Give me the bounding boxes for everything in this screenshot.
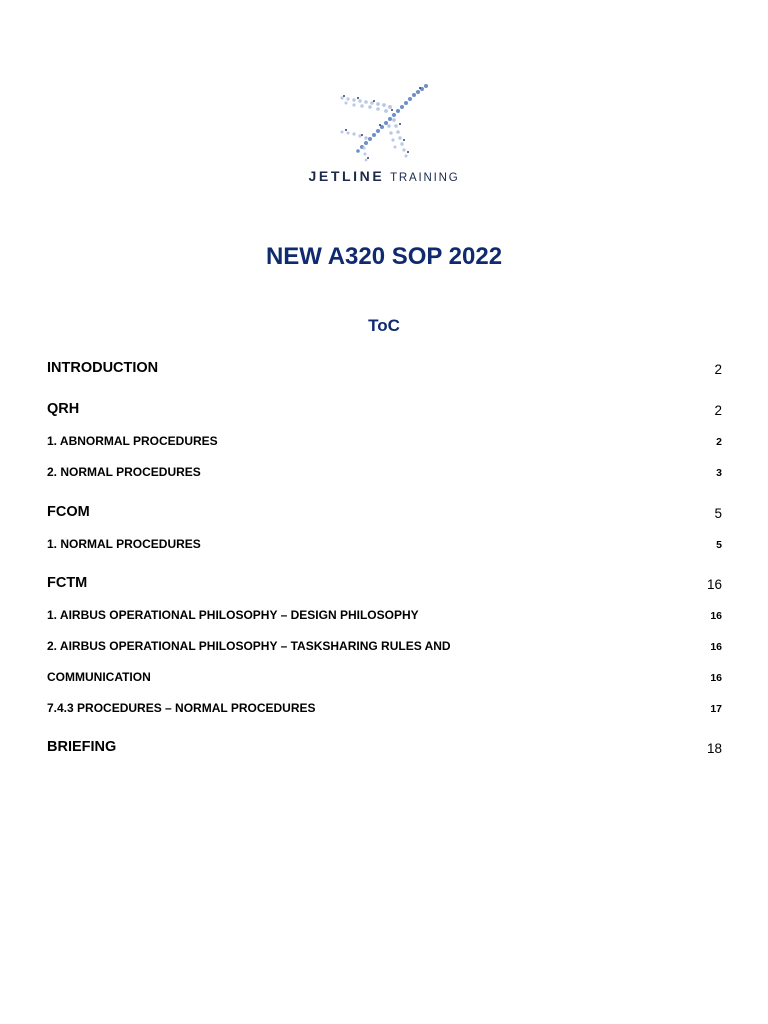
toc-entry-label: QRH <box>47 401 80 417</box>
toc-entry-label: FCTM <box>47 575 88 591</box>
airplane-logo-icon <box>334 80 434 170</box>
toc-entry-page: 5 <box>714 506 722 521</box>
brand-wordmark <box>288 168 480 184</box>
toc-entry-label: 1. NORMAL PROCEDURES <box>47 537 201 551</box>
toc-entry-page: 18 <box>706 741 722 756</box>
toc-entry-fcom-normal-procedures[interactable] <box>47 537 722 559</box>
toc-entry-qrh[interactable] <box>47 401 722 423</box>
toc-entry-label: 1. AIRBUS OPERATIONAL PHILOSOPHY – DESIGN PHILOSOPHY <box>47 608 419 622</box>
jetline-training-logo <box>284 80 484 190</box>
toc-entry-label: 1. ABNORMAL PROCEDURES <box>47 434 218 448</box>
toc-entry-label: 7.4.3 PROCEDURES – NORMAL PROCEDURES <box>47 701 316 715</box>
toc-entry-page: 16 <box>710 641 722 653</box>
toc-entry-fctm-normal-procedures[interactable] <box>47 701 722 723</box>
toc-entry-label: COMMUNICATION <box>47 670 151 684</box>
toc-entry-fctm-design-philosophy[interactable] <box>47 608 722 630</box>
toc-entry-page: 17 <box>710 703 722 715</box>
toc-entry-page: 2 <box>714 403 722 418</box>
toc-entry-page: 16 <box>706 577 722 592</box>
toc-entry-fcom[interactable] <box>47 504 722 526</box>
toc-entry-fctm[interactable] <box>47 575 722 597</box>
toc-entry-qrh-abnormal-procedures[interactable] <box>47 434 722 456</box>
toc-entry-label: BRIEFING <box>47 739 117 755</box>
document-title: NEW A320 SOP 2022 <box>265 243 503 270</box>
toc-entry-page: 2 <box>714 362 722 377</box>
toc-entry-qrh-normal-procedures[interactable] <box>47 465 722 487</box>
toc-entry-fctm-tasksharing-rules[interactable] <box>47 639 722 661</box>
toc-entry-page: 3 <box>716 467 722 479</box>
toc-entry-page: 16 <box>710 610 722 622</box>
toc-entry-introduction[interactable] <box>47 360 722 382</box>
toc-entry-label: FCOM <box>47 504 90 520</box>
brand-main-text: JETLINE <box>308 168 385 184</box>
toc-entry-briefing[interactable] <box>47 739 722 761</box>
brand-sub-text: TRAINING <box>390 172 460 184</box>
toc-entry-label: INTRODUCTION <box>47 360 159 376</box>
toc-entry-page: 2 <box>716 436 722 448</box>
toc-heading: ToC <box>368 316 400 335</box>
toc-entry-page: 16 <box>710 672 722 684</box>
toc-entry-fctm-communication[interactable] <box>47 670 722 692</box>
toc-entry-label: 2. AIRBUS OPERATIONAL PHILOSOPHY – TASKSHARING RULES AND <box>47 639 451 653</box>
toc-entry-page: 5 <box>716 539 722 551</box>
toc-entry-label: 2. NORMAL PROCEDURES <box>47 465 201 479</box>
